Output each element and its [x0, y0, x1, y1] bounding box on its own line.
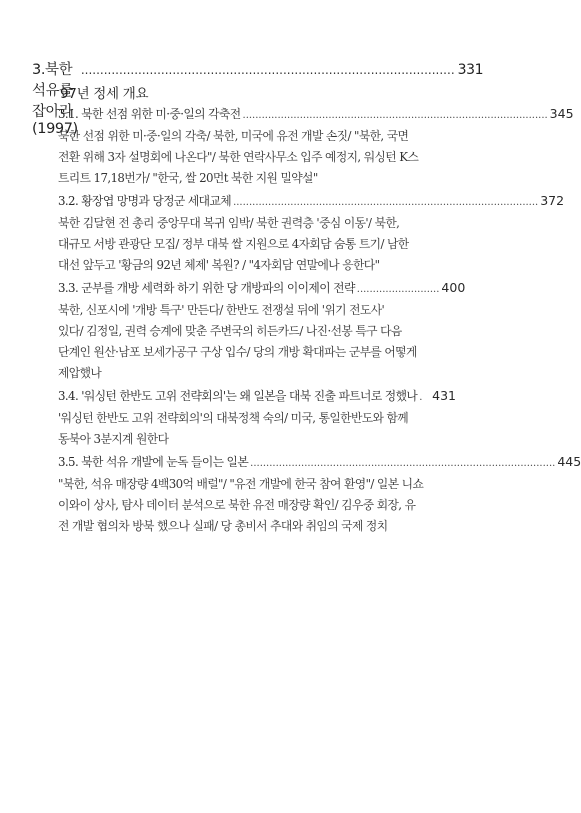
- dot-leader: ................................................................................................: [250, 458, 556, 469]
- entry-summary: [58, 474, 456, 537]
- toc-entry: [58, 191, 565, 276]
- entry-page-number: 431: [432, 388, 456, 403]
- entry-page-number: 345: [549, 106, 574, 121]
- dot-leader: ..........................: [356, 284, 440, 295]
- toc-entries: [58, 104, 581, 539]
- entry-title: 3.4. '워싱턴 한반도 고위 전략회의'는 왜 일본을 대북 진출 파트너로 정했나: [58, 389, 418, 403]
- summary-line: 이와이 상사, 탐사 데이터 분석으로 북한 유전 매장량 확인/ 김우중 회장, 유: [58, 498, 416, 512]
- summary-line: 전 개발 협의차 방북 했으나 실패/ 당 총비서 추대와 취임의 국제 정치: [58, 519, 388, 533]
- entry-title: 3.5. 북한 석유 개발에 눈독 들이는 일본: [58, 455, 249, 469]
- dot-leader: ..................................................................................................: [80, 63, 455, 77]
- dot-leader: .: [419, 392, 423, 403]
- summary-line: 단계인 원산·남포 보세가공구 구상 입수/ 당의 개방 확대파는 군부를 어떻게: [58, 345, 417, 359]
- summary-line: 북한 선점 위한 미·중·일의 각축/ 북한, 미국에 유전 개발 손짓/ "북한, 국면: [58, 129, 409, 143]
- summary-line: 제압했나: [58, 366, 102, 380]
- entry-title: 3.3. 군부를 개방 세력화 하기 위한 당 개방파의 이이제이 전략: [58, 281, 355, 295]
- entry-heading: [58, 278, 466, 300]
- summary-line: 있다/ 김정일, 권력 승계에 맞춘 주변국의 히든카드/ 나진·선봉 특구 다음: [58, 324, 402, 338]
- entry-summary: [58, 300, 456, 384]
- entry-page-number: 400: [441, 280, 466, 295]
- entry-heading: [58, 191, 565, 213]
- entry-heading: [58, 104, 574, 126]
- entry-heading: [58, 452, 581, 474]
- summary-line: '워싱턴 한반도 고위 전략회의'의 대북정책 숙의/ 미국, 통일한반도와 함께: [58, 411, 409, 425]
- toc-entry: [58, 278, 466, 384]
- entry-title: 3.2. 황장엽 망명과 당정군 세대교체: [58, 194, 232, 208]
- chapter-page-number: 331: [457, 62, 484, 78]
- entry-heading: [58, 386, 456, 408]
- entry-page-number: 445: [557, 454, 581, 469]
- summary-line: 대선 앞두고 '황금의 92년 체제' 복원? / "4자회담 연말에나 응한다": [58, 258, 380, 272]
- chapter-title: 3.북한 석유를 잡아라(1997): [32, 62, 78, 137]
- entry-page-number: 372: [540, 193, 565, 208]
- summary-line: 북한 김달현 전 총리 중앙무대 복귀 임박/ 북한 권력층 '중심 이동'/ 북한,: [58, 216, 400, 230]
- summary-line: 전환 위해 3자 설명회에 나온다"/ 북한 연락사무소 입주 예정지, 워싱턴 K스: [58, 150, 419, 164]
- entry-summary: [58, 213, 456, 276]
- dot-leader: ................................................................................................: [242, 110, 548, 121]
- entry-summary: [58, 408, 456, 450]
- entry-title: 3.1. 북한 선점 위한 미·중·일의 각축전: [58, 107, 241, 121]
- overview-heading: 97년 정세 개요: [60, 86, 149, 102]
- summary-line: 북한, 신포시에 '개방 특구' 만든다/ 한반도 전쟁설 뒤에 '위기 전도사': [58, 303, 385, 317]
- entry-summary: [58, 126, 456, 189]
- summary-line: 트리트 17,18번가/ "한국, 쌀 20먼t 북한 지원 밀약설": [58, 171, 318, 185]
- summary-line: 동북아 3분지계 원한다: [58, 432, 169, 446]
- toc-entry: [58, 104, 574, 189]
- summary-line: 대규모 서방 관광단 모집/ 정부 대북 쌀 지원으로 4자회담 숨통 트기/ 남한: [58, 237, 409, 251]
- dot-leader: ................................................................................................: [233, 197, 539, 208]
- toc-entry: [58, 452, 581, 537]
- toc-entry: [58, 386, 456, 450]
- summary-line: "북한, 석유 매장량 4백30억 배럴"/ "유전 개발에 한국 참여 환영"/ 일본 니쇼: [58, 477, 424, 491]
